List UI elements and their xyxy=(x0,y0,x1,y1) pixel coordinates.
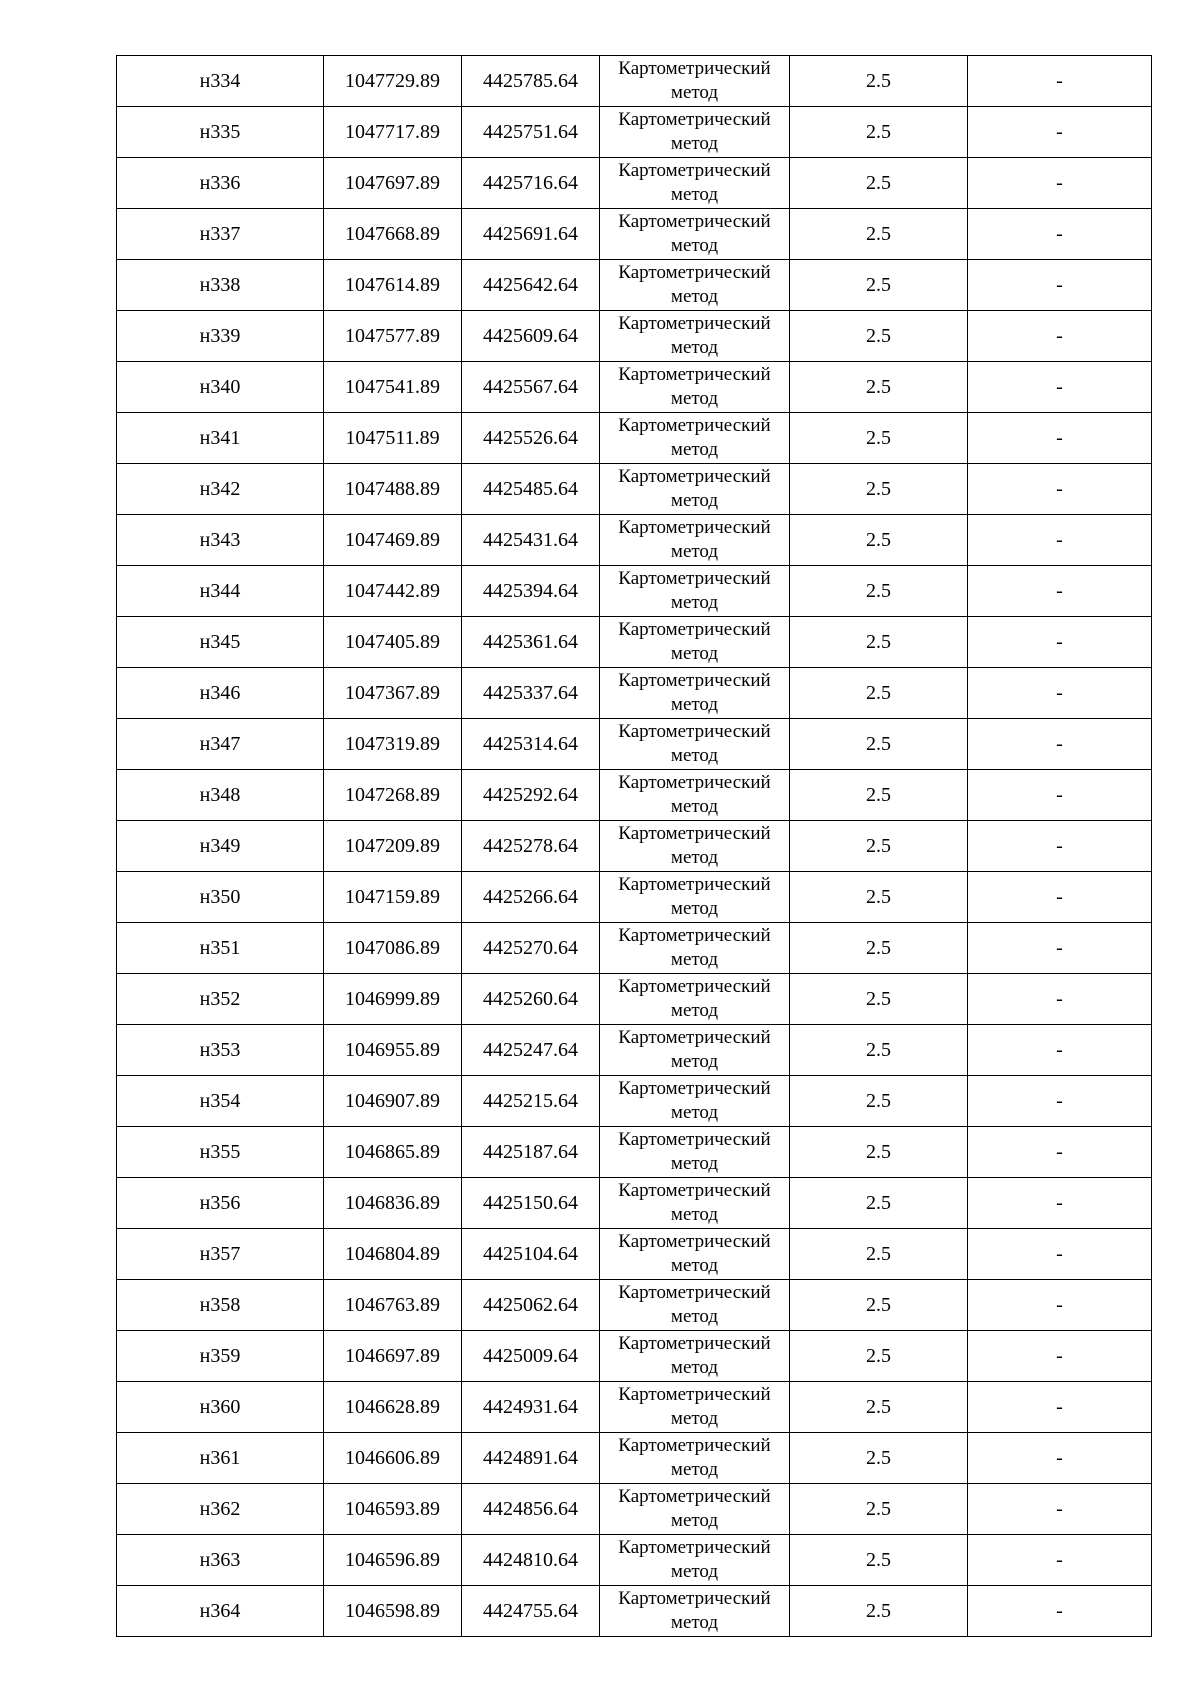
note-cell: - xyxy=(968,413,1152,464)
accuracy-cell: 2.5 xyxy=(790,923,968,974)
note-cell: - xyxy=(968,362,1152,413)
accuracy-cell: 2.5 xyxy=(790,1229,968,1280)
x-coordinate-cell: 1047614.89 xyxy=(324,260,462,311)
x-coordinate-cell: 1046697.89 xyxy=(324,1331,462,1382)
y-coordinate-cell: 4425278.64 xyxy=(462,821,600,872)
method-cell: Картометрический метод xyxy=(600,1280,790,1331)
table-row xyxy=(117,974,1152,1025)
method-cell: Картометрический метод xyxy=(600,1586,790,1637)
y-coordinate-cell: 4425337.64 xyxy=(462,668,600,719)
accuracy-cell: 2.5 xyxy=(790,821,968,872)
accuracy-cell: 2.5 xyxy=(790,413,968,464)
x-coordinate-cell: 1046606.89 xyxy=(324,1433,462,1484)
method-cell: Картометрический метод xyxy=(600,821,790,872)
y-coordinate-cell: 4425247.64 xyxy=(462,1025,600,1076)
point-id-cell: н344 xyxy=(117,566,324,617)
point-id-cell: н351 xyxy=(117,923,324,974)
x-coordinate-cell: 1047717.89 xyxy=(324,107,462,158)
table-row xyxy=(117,821,1152,872)
accuracy-cell: 2.5 xyxy=(790,1076,968,1127)
accuracy-cell: 2.5 xyxy=(790,107,968,158)
point-id-cell: н343 xyxy=(117,515,324,566)
note-cell: - xyxy=(968,1535,1152,1586)
method-cell: Картометрический метод xyxy=(600,1535,790,1586)
x-coordinate-cell: 1047729.89 xyxy=(324,56,462,107)
method-cell: Картометрический метод xyxy=(600,923,790,974)
method-cell: Картометрический метод xyxy=(600,566,790,617)
y-coordinate-cell: 4425104.64 xyxy=(462,1229,600,1280)
x-coordinate-cell: 1047086.89 xyxy=(324,923,462,974)
accuracy-cell: 2.5 xyxy=(790,1586,968,1637)
point-id-cell: н347 xyxy=(117,719,324,770)
note-cell: - xyxy=(968,974,1152,1025)
x-coordinate-cell: 1046865.89 xyxy=(324,1127,462,1178)
note-cell: - xyxy=(968,1382,1152,1433)
table-row xyxy=(117,362,1152,413)
table-row xyxy=(117,209,1152,260)
method-cell: Картометрический метод xyxy=(600,515,790,566)
accuracy-cell: 2.5 xyxy=(790,566,968,617)
accuracy-cell: 2.5 xyxy=(790,515,968,566)
note-cell: - xyxy=(968,719,1152,770)
y-coordinate-cell: 4425062.64 xyxy=(462,1280,600,1331)
table-row xyxy=(117,1025,1152,1076)
y-coordinate-cell: 4425292.64 xyxy=(462,770,600,821)
table-row xyxy=(117,1535,1152,1586)
table-row xyxy=(117,1280,1152,1331)
point-id-cell: н361 xyxy=(117,1433,324,1484)
method-cell: Картометрический метод xyxy=(600,719,790,770)
x-coordinate-cell: 1046593.89 xyxy=(324,1484,462,1535)
table-row xyxy=(117,260,1152,311)
accuracy-cell: 2.5 xyxy=(790,668,968,719)
note-cell: - xyxy=(968,1127,1152,1178)
method-cell: Картометрический метод xyxy=(600,311,790,362)
method-cell: Картометрический метод xyxy=(600,1025,790,1076)
point-id-cell: н340 xyxy=(117,362,324,413)
table-row xyxy=(117,668,1152,719)
point-id-cell: н357 xyxy=(117,1229,324,1280)
method-cell: Картометрический метод xyxy=(600,260,790,311)
x-coordinate-cell: 1047367.89 xyxy=(324,668,462,719)
table-row xyxy=(117,1178,1152,1229)
point-id-cell: н354 xyxy=(117,1076,324,1127)
x-coordinate-cell: 1047405.89 xyxy=(324,617,462,668)
x-coordinate-cell: 1046763.89 xyxy=(324,1280,462,1331)
note-cell: - xyxy=(968,1280,1152,1331)
x-coordinate-cell: 1047668.89 xyxy=(324,209,462,260)
x-coordinate-cell: 1047577.89 xyxy=(324,311,462,362)
accuracy-cell: 2.5 xyxy=(790,974,968,1025)
table-row xyxy=(117,1586,1152,1637)
note-cell: - xyxy=(968,209,1152,260)
table-row xyxy=(117,413,1152,464)
point-id-cell: н349 xyxy=(117,821,324,872)
point-id-cell: н360 xyxy=(117,1382,324,1433)
y-coordinate-cell: 4425361.64 xyxy=(462,617,600,668)
point-id-cell: н341 xyxy=(117,413,324,464)
point-id-cell: н338 xyxy=(117,260,324,311)
method-cell: Картометрический метод xyxy=(600,362,790,413)
accuracy-cell: 2.5 xyxy=(790,464,968,515)
table-row xyxy=(117,872,1152,923)
note-cell: - xyxy=(968,1331,1152,1382)
y-coordinate-cell: 4425270.64 xyxy=(462,923,600,974)
accuracy-cell: 2.5 xyxy=(790,260,968,311)
y-coordinate-cell: 4425431.64 xyxy=(462,515,600,566)
x-coordinate-cell: 1046955.89 xyxy=(324,1025,462,1076)
method-cell: Картометрический метод xyxy=(600,464,790,515)
accuracy-cell: 2.5 xyxy=(790,1433,968,1484)
point-id-cell: н362 xyxy=(117,1484,324,1535)
x-coordinate-cell: 1047159.89 xyxy=(324,872,462,923)
x-coordinate-cell: 1047209.89 xyxy=(324,821,462,872)
table-row xyxy=(117,617,1152,668)
point-id-cell: н348 xyxy=(117,770,324,821)
y-coordinate-cell: 4425314.64 xyxy=(462,719,600,770)
x-coordinate-cell: 1046836.89 xyxy=(324,1178,462,1229)
y-coordinate-cell: 4425751.64 xyxy=(462,107,600,158)
method-cell: Картометрический метод xyxy=(600,1331,790,1382)
x-coordinate-cell: 1047488.89 xyxy=(324,464,462,515)
accuracy-cell: 2.5 xyxy=(790,158,968,209)
accuracy-cell: 2.5 xyxy=(790,1484,968,1535)
accuracy-cell: 2.5 xyxy=(790,1535,968,1586)
method-cell: Картометрический метод xyxy=(600,872,790,923)
table-row xyxy=(117,56,1152,107)
note-cell: - xyxy=(968,617,1152,668)
method-cell: Картометрический метод xyxy=(600,668,790,719)
method-cell: Картометрический метод xyxy=(600,107,790,158)
note-cell: - xyxy=(968,1025,1152,1076)
y-coordinate-cell: 4425485.64 xyxy=(462,464,600,515)
table-row xyxy=(117,1076,1152,1127)
point-id-cell: н334 xyxy=(117,56,324,107)
table-row xyxy=(117,1229,1152,1280)
point-id-cell: н346 xyxy=(117,668,324,719)
y-coordinate-cell: 4425009.64 xyxy=(462,1331,600,1382)
accuracy-cell: 2.5 xyxy=(790,770,968,821)
point-id-cell: н363 xyxy=(117,1535,324,1586)
note-cell: - xyxy=(968,158,1152,209)
y-coordinate-cell: 4424891.64 xyxy=(462,1433,600,1484)
y-coordinate-cell: 4425150.64 xyxy=(462,1178,600,1229)
accuracy-cell: 2.5 xyxy=(790,1127,968,1178)
point-id-cell: н339 xyxy=(117,311,324,362)
note-cell: - xyxy=(968,1433,1152,1484)
y-coordinate-cell: 4425567.64 xyxy=(462,362,600,413)
note-cell: - xyxy=(968,923,1152,974)
method-cell: Картометрический метод xyxy=(600,1076,790,1127)
y-coordinate-cell: 4425642.64 xyxy=(462,260,600,311)
accuracy-cell: 2.5 xyxy=(790,872,968,923)
accuracy-cell: 2.5 xyxy=(790,1025,968,1076)
table-row xyxy=(117,464,1152,515)
y-coordinate-cell: 4425716.64 xyxy=(462,158,600,209)
method-cell: Картометрический метод xyxy=(600,413,790,464)
point-id-cell: н352 xyxy=(117,974,324,1025)
point-id-cell: н358 xyxy=(117,1280,324,1331)
point-id-cell: н350 xyxy=(117,872,324,923)
method-cell: Картометрический метод xyxy=(600,1178,790,1229)
x-coordinate-cell: 1047697.89 xyxy=(324,158,462,209)
method-cell: Картометрический метод xyxy=(600,617,790,668)
y-coordinate-cell: 4425266.64 xyxy=(462,872,600,923)
table-row xyxy=(117,1484,1152,1535)
method-cell: Картометрический метод xyxy=(600,158,790,209)
note-cell: - xyxy=(968,311,1152,362)
point-id-cell: н353 xyxy=(117,1025,324,1076)
method-cell: Картометрический метод xyxy=(600,56,790,107)
point-id-cell: н355 xyxy=(117,1127,324,1178)
note-cell: - xyxy=(968,1229,1152,1280)
x-coordinate-cell: 1047319.89 xyxy=(324,719,462,770)
x-coordinate-cell: 1046907.89 xyxy=(324,1076,462,1127)
y-coordinate-cell: 4424931.64 xyxy=(462,1382,600,1433)
point-id-cell: н359 xyxy=(117,1331,324,1382)
note-cell: - xyxy=(968,770,1152,821)
accuracy-cell: 2.5 xyxy=(790,1280,968,1331)
accuracy-cell: 2.5 xyxy=(790,1382,968,1433)
point-id-cell: н342 xyxy=(117,464,324,515)
x-coordinate-cell: 1047541.89 xyxy=(324,362,462,413)
y-coordinate-cell: 4424856.64 xyxy=(462,1484,600,1535)
accuracy-cell: 2.5 xyxy=(790,362,968,413)
note-cell: - xyxy=(968,107,1152,158)
table-row xyxy=(117,719,1152,770)
point-id-cell: н356 xyxy=(117,1178,324,1229)
method-cell: Картометрический метод xyxy=(600,1229,790,1280)
x-coordinate-cell: 1047268.89 xyxy=(324,770,462,821)
note-cell: - xyxy=(968,566,1152,617)
coordinates-table-body xyxy=(117,56,1152,1637)
note-cell: - xyxy=(968,1178,1152,1229)
x-coordinate-cell: 1046628.89 xyxy=(324,1382,462,1433)
table-row xyxy=(117,107,1152,158)
note-cell: - xyxy=(968,464,1152,515)
note-cell: - xyxy=(968,515,1152,566)
table-row xyxy=(117,923,1152,974)
x-coordinate-cell: 1047511.89 xyxy=(324,413,462,464)
y-coordinate-cell: 4424755.64 xyxy=(462,1586,600,1637)
y-coordinate-cell: 4425526.64 xyxy=(462,413,600,464)
x-coordinate-cell: 1046999.89 xyxy=(324,974,462,1025)
y-coordinate-cell: 4425609.64 xyxy=(462,311,600,362)
point-id-cell: н337 xyxy=(117,209,324,260)
method-cell: Картометрический метод xyxy=(600,974,790,1025)
note-cell: - xyxy=(968,1586,1152,1637)
method-cell: Картометрический метод xyxy=(600,1484,790,1535)
y-coordinate-cell: 4424810.64 xyxy=(462,1535,600,1586)
table-row xyxy=(117,1382,1152,1433)
note-cell: - xyxy=(968,260,1152,311)
accuracy-cell: 2.5 xyxy=(790,1178,968,1229)
accuracy-cell: 2.5 xyxy=(790,719,968,770)
method-cell: Картометрический метод xyxy=(600,1433,790,1484)
y-coordinate-cell: 4425394.64 xyxy=(462,566,600,617)
table-row xyxy=(117,515,1152,566)
y-coordinate-cell: 4425785.64 xyxy=(462,56,600,107)
y-coordinate-cell: 4425260.64 xyxy=(462,974,600,1025)
y-coordinate-cell: 4425187.64 xyxy=(462,1127,600,1178)
table-row xyxy=(117,566,1152,617)
table-row xyxy=(117,158,1152,209)
method-cell: Картометрический метод xyxy=(600,770,790,821)
y-coordinate-cell: 4425215.64 xyxy=(462,1076,600,1127)
x-coordinate-cell: 1046596.89 xyxy=(324,1535,462,1586)
accuracy-cell: 2.5 xyxy=(790,209,968,260)
point-id-cell: н345 xyxy=(117,617,324,668)
table-row xyxy=(117,1433,1152,1484)
table-row xyxy=(117,311,1152,362)
table-row xyxy=(117,1331,1152,1382)
x-coordinate-cell: 1047469.89 xyxy=(324,515,462,566)
accuracy-cell: 2.5 xyxy=(790,1331,968,1382)
method-cell: Картометрический метод xyxy=(600,209,790,260)
note-cell: - xyxy=(968,1076,1152,1127)
y-coordinate-cell: 4425691.64 xyxy=(462,209,600,260)
table-row xyxy=(117,770,1152,821)
x-coordinate-cell: 1046598.89 xyxy=(324,1586,462,1637)
table-row xyxy=(117,1127,1152,1178)
accuracy-cell: 2.5 xyxy=(790,56,968,107)
method-cell: Картометрический метод xyxy=(600,1127,790,1178)
method-cell: Картометрический метод xyxy=(600,1382,790,1433)
x-coordinate-cell: 1047442.89 xyxy=(324,566,462,617)
accuracy-cell: 2.5 xyxy=(790,311,968,362)
point-id-cell: н336 xyxy=(117,158,324,209)
note-cell: - xyxy=(968,821,1152,872)
note-cell: - xyxy=(968,668,1152,719)
accuracy-cell: 2.5 xyxy=(790,617,968,668)
note-cell: - xyxy=(968,56,1152,107)
note-cell: - xyxy=(968,1484,1152,1535)
point-id-cell: н364 xyxy=(117,1586,324,1637)
point-id-cell: н335 xyxy=(117,107,324,158)
note-cell: - xyxy=(968,872,1152,923)
coordinates-table xyxy=(116,55,1152,1637)
x-coordinate-cell: 1046804.89 xyxy=(324,1229,462,1280)
